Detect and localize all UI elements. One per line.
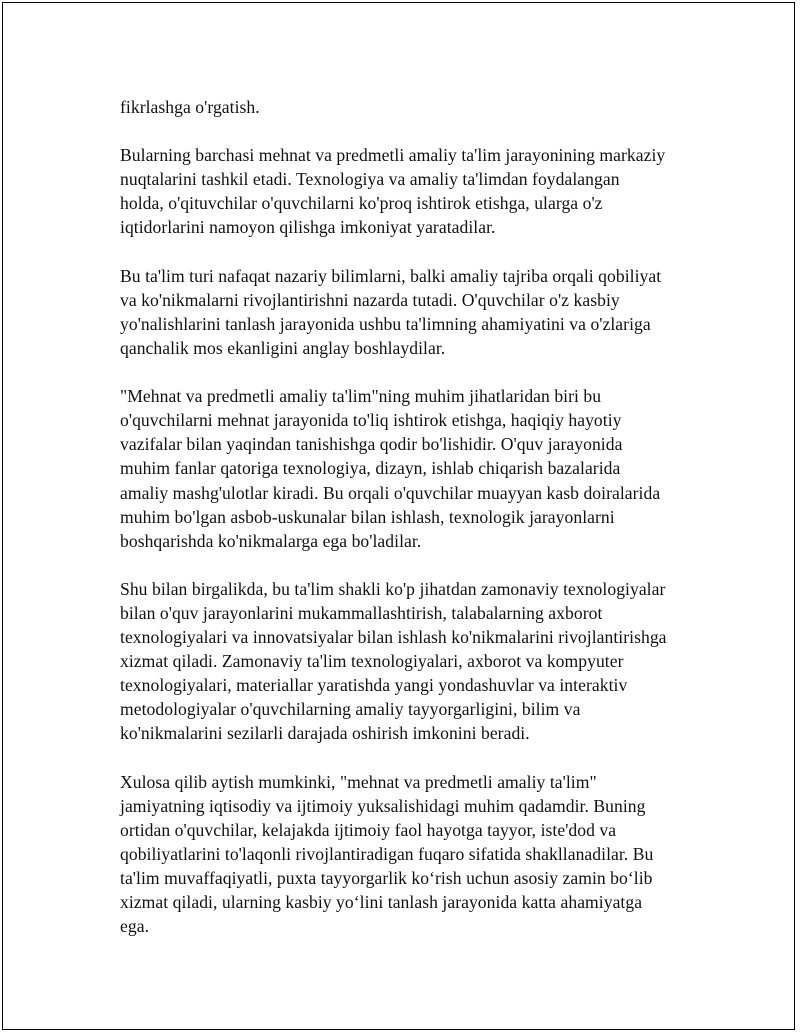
text-line: vazifalar bilan yaqindan tanishishga qodir bo'lishidir. O'quv jarayonida — [120, 434, 623, 455]
paragraph — [120, 770, 700, 939]
text-line: xizmat qiladi. Zamonaviy ta'lim texnologiyalari, axborot va kompyuter — [120, 651, 624, 672]
text-line: "Mehnat va predmetli amaliy ta'lim"ning muhim jihatlaridan biri bu — [120, 386, 602, 407]
paragraph — [120, 577, 700, 746]
paragraph — [120, 384, 700, 553]
paragraph — [120, 264, 700, 360]
text-line: muhim bo'lgan asbob-uskunalar bilan ishlash, texnologik jarayonlarni — [120, 506, 615, 527]
text-line: jamiyatning iqtisodiy va ijtimoiy yuksalishidagi muhim qadamdir. Buning — [120, 795, 646, 816]
paragraph — [120, 143, 700, 239]
text-line: nuqtalarini tashkil etadi. Texnologiya va amaliy ta'limdan foydalangan — [120, 169, 620, 190]
text-line: iqtidorlarini namoyon qilishga imkoniyat yaratadilar. — [120, 217, 496, 238]
text-line: muhim fanlar qatoriga texnologiya, dizayn, ishlab chiqarish bazalarida — [120, 458, 621, 479]
text-line: va ko'nikmalarni rivojlantirishni nazarda tutadi. O'quvchilar o'z kasbiy — [120, 289, 620, 310]
document-page — [2, 2, 795, 1030]
paragraph — [120, 95, 700, 119]
text-line: o'quvchilarni mehnat jarayonida to'liq ishtirok etishga, haqiqiy hayotiy — [120, 410, 622, 431]
text-line: metodologiyalar o'quvchilarning amaliy tayyorgarligini, bilim va — [120, 699, 581, 720]
text-line: texnologiyalari va innovatsiyalar bilan ishlash ko'nikmalarini rivojlantirishga — [120, 627, 667, 648]
text-line: ko'nikmalarini sezilarli darajada oshirish imkonini beradi. — [120, 723, 530, 744]
text-line: Shu bilan birgalikda, bu ta'lim shakli ko'p jihatdan zamonaviy texnologiyalar — [120, 578, 666, 599]
text-line: Bularning barchasi mehnat va predmetli amaliy ta'lim jarayonining markaziy — [120, 145, 666, 166]
text-line: qanchalik mos ekanligini anglay boshlaydilar. — [120, 337, 446, 358]
document-body — [120, 95, 700, 938]
text-line: qobiliyatlarini to'laqonli rivojlantiradigan fuqaro sifatida shakllanadilar. Bu — [120, 843, 654, 864]
text-line: bilan o'quv jarayonlarini mukammallashtirish, talabalarning axborot — [120, 602, 603, 623]
text-line: fikrlashga o'rgatish. — [120, 97, 260, 117]
text-line: ega. — [120, 916, 150, 937]
text-line: xizmat qiladi, ularning kasbiy yo‘lini tanlash jarayonida katta ahamiyatga — [120, 892, 643, 913]
text-line: holda, o'qituvchilar o'quvchilarni ko'proq ishtirok etishga, ularga o'z — [120, 193, 603, 214]
text-line: ta'lim muvaffaqiyatli, puxta tayyorgarlik ko‘rish uchun asosiy zamin bo‘lib — [120, 868, 653, 888]
text-line: boshqarishda ko'nikmalarga ega bo'ladilar. — [120, 530, 422, 551]
text-line: yo'nalishlarini tanlash jarayonida ushbu ta'limning ahamiyatini va o'zlariga — [120, 313, 651, 334]
text-line: Bu ta'lim turi nafaqat nazariy bilimlarni, balki amaliy tajriba orqali qobiliyat — [120, 265, 662, 286]
text-line: ortidan o'quvchilar, kelajakda ijtimoiy faol hayotga tayyor, iste'dod va — [120, 819, 617, 840]
text-line: texnologiyalari, materiallar yaratishda yangi yondashuvlar va interaktiv — [120, 675, 628, 696]
text-line: Xulosa qilib aytish mumkinki, "mehnat va predmetli amaliy ta'lim" — [120, 771, 597, 792]
text-line: amaliy mashg'ulotlar kiradi. Bu orqali o'quvchilar muayyan kasb doiralarida — [120, 482, 661, 503]
